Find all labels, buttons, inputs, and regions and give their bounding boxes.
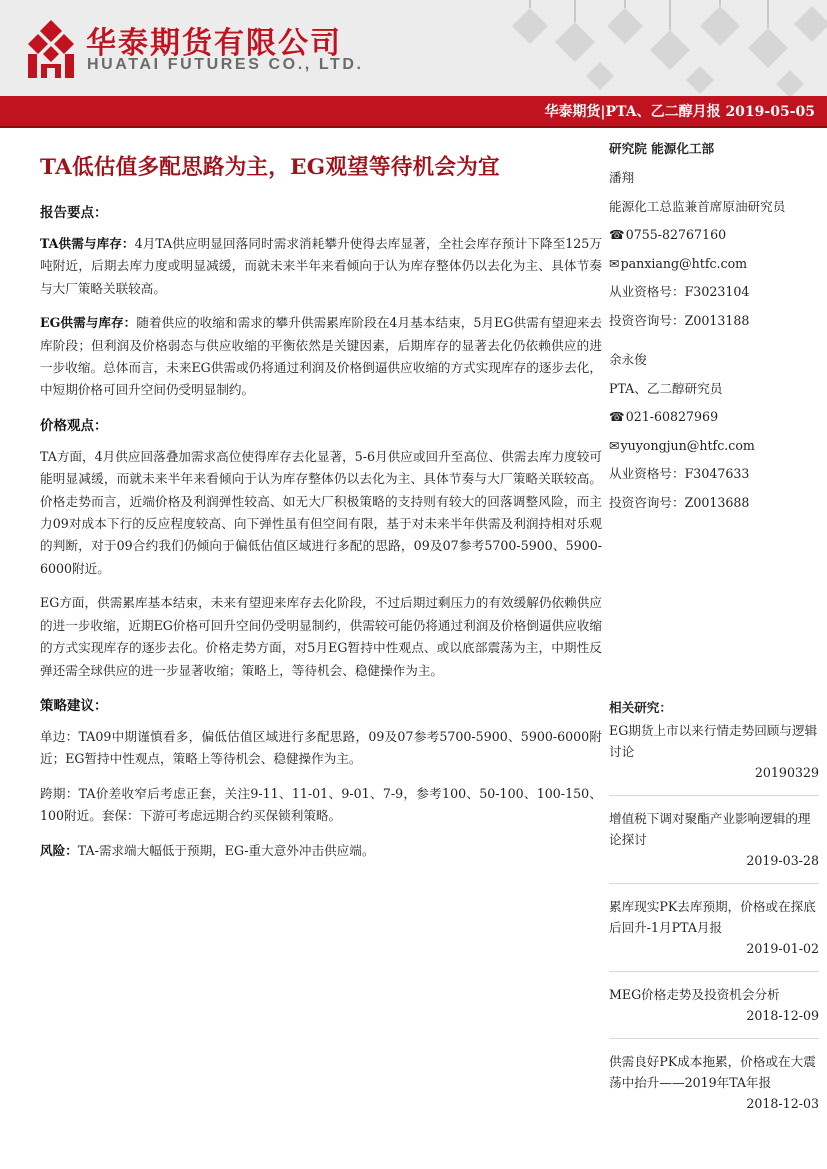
related-item-date: 2019-03-28 (746, 853, 819, 868)
phone-number: 0755-82767160 (625, 227, 727, 242)
price-ta-paragraph: TA方面，4月供应回落叠加需求高位使得库存去化显著，5-6月供应或回升至高位、供需去库力度较可能明显减缓，而就未来半年来看倾向于认为库存整体仍以去化为主、具体节奏与大厂策略关联较高。价格走势而言，近端价格及利润弹性较高、如无大厂积极策略的支持则有较大的回落调整风险，而主力09对成本下行的反应程度较高、向下弹性虽有但空间有限，基于对未来半年供需及利润持相对乐观的判断，对于09合约我们仍倾向于偏低估值区域进行多配的思路，09及07参考5700-5900、5900-6000附近。 (40, 448, 602, 576)
analyst-card (609, 349, 819, 520)
related-divider (609, 883, 819, 884)
huatai-logo-icon (26, 20, 76, 78)
related-heading: 相关研究： (609, 700, 672, 715)
related-divider (609, 795, 819, 796)
email-address[interactable]: panxiang@htfc.com (620, 255, 748, 271)
banner-divider (0, 126, 827, 128)
related-divider (609, 971, 819, 972)
related-item[interactable] (609, 1051, 819, 1114)
phone-number: 021-60827969 (625, 409, 719, 424)
analyst-consult-id: 投资咨询号：Z0013188 (609, 312, 750, 328)
related-item-date: 2018-12-03 (746, 1096, 819, 1111)
email-address[interactable]: yuyongjun@htfc.com (620, 437, 755, 453)
report-title: TA低估值多配思路为主，EG观望等待机会为宜 (40, 155, 500, 180)
brand-name-cn: 华泰期货有限公司 (86, 26, 342, 61)
analyst-sidebar (609, 138, 819, 520)
related-item-title[interactable]: 供需良好PK成本拖累，价格或在大震荡中抬升——2019年TA年报 (609, 1054, 816, 1090)
analyst-license: 从业资格号：F3023104 (609, 284, 750, 299)
strategy-spread-paragraph: 跨期：TA价差收窄后考虑正套，关注9-11、11-01、9-01、7-9，参考100、50-100、100-150、100附近。套保：下游可考虑远期合约买保锁利策略。 (40, 785, 602, 824)
strategy-single-paragraph: 单边：TA09中期谨慎看多，偏低估值区域进行多配思路，09及07参考5700-5900、5900-6000附近；EG暂持中性观点，策略上等待机会、稳健操作为主。 (40, 728, 602, 767)
analyst-title: 能源化工总监兼首席原油研究员 (609, 198, 786, 214)
analyst-title: PTA、乙二醇研究员 (609, 380, 723, 396)
main-content (40, 150, 602, 874)
risk-paragraph (40, 840, 602, 862)
ta-supply-paragraph (40, 233, 602, 300)
related-item[interactable] (609, 808, 819, 871)
price-eg-paragraph: EG方面，供需累库基本结束，未来有望迎来库存去化阶段，不过后期过剩压力的有效缓解仍依赖供应的进一步收缩，近期EG价格可回升空间仍受明显制约，供需较可能仍将通过利润及价格倒逼供应收缩的方式实现库存的逐步去化。价格走势方面，对5月EG暂持中性观点、或以底部震荡为主，中期性反弹还需全球供应的进一步显著收缩；策略上，等待机会、稳健操作为主。 (40, 595, 602, 678)
summary-heading: 报告要点： (40, 205, 108, 221)
header-band (0, 0, 827, 96)
phone-icon: ☎ (609, 409, 625, 424)
ta-supply-text: 4月TA供应明显回落同时需求消耗攀升使得去库显著，全社会库存预计下降至125万吨附近，后期去库力度或明显减缓，而就未来半年来看倾向于认为库存整体仍以去化为主、具体节奏与大厂策略关联较高。 (40, 236, 602, 296)
mail-icon: ✉ (609, 255, 620, 271)
mail-icon: ✉ (609, 437, 620, 453)
related-item-date: 20190329 (754, 765, 819, 780)
brand-name-en: HUATAI FUTURES CO., LTD. (87, 56, 364, 73)
related-item-title[interactable]: 增值税下调对聚酯产业影响逻辑的理论探讨 (609, 811, 811, 847)
ta-supply-lead: TA供需与库存： (40, 236, 135, 251)
eg-supply-text: 随着供应的收缩和需求的攀升供需累库阶段在4月基本结束，5月EG供需有望迎来去库阶段；但利润及价格弱态与供应收缩的平衡依然是关键因素，后期库存的显著去化仍依赖供应的进一步收缩。总体而言，未来EG供需或仍将通过利润及价格倒逼供应收缩的方式实现库存的逐步去化，中短期价格可回升空间仍受明显制约。 (40, 315, 602, 398)
analyst-phone (609, 224, 819, 253)
analyst-name: 余永俊 (609, 352, 647, 367)
analyst-card (609, 167, 819, 338)
risk-lead: 风险： (40, 842, 78, 858)
related-item-title[interactable]: MEG价格走势及投资机会分析 (609, 987, 780, 1002)
strategy-heading: 策略建议： (40, 697, 108, 714)
analyst-license: 从业资格号：F3047633 (609, 466, 750, 481)
phone-icon: ☎ (609, 227, 625, 242)
related-item-date: 2018-12-09 (746, 1008, 819, 1023)
related-item-date: 2019-01-02 (746, 941, 819, 956)
analyst-phone (609, 406, 819, 435)
eg-supply-paragraph (40, 312, 602, 402)
analyst-email (609, 435, 819, 464)
price-heading: 价格观点： (40, 417, 108, 434)
report-meta: 华泰期货|PTA、乙二醇月报 2019-05-05 (544, 104, 815, 120)
related-item[interactable] (609, 896, 819, 959)
risk-text: TA-需求端大幅低于预期，EG-重大意外冲击供应端。 (77, 842, 375, 858)
related-item-title[interactable]: EG期货上市以来行情走势回顾与逻辑讨论 (609, 723, 818, 759)
department-label: 研究院 能源化工部 (609, 141, 715, 156)
analyst-consult-id: 投资咨询号：Z0013688 (609, 494, 750, 510)
related-research (609, 697, 819, 1126)
related-item[interactable] (609, 984, 819, 1026)
analyst-email (609, 253, 819, 282)
related-item[interactable] (609, 720, 819, 783)
related-item-title[interactable]: 累库现实PK去库预期，价格或在探底后回升-1月PTA月报 (609, 899, 816, 935)
eg-supply-lead: EG供需与库存： (40, 315, 137, 331)
related-divider (609, 1038, 819, 1039)
analyst-name: 潘翔 (609, 170, 635, 185)
